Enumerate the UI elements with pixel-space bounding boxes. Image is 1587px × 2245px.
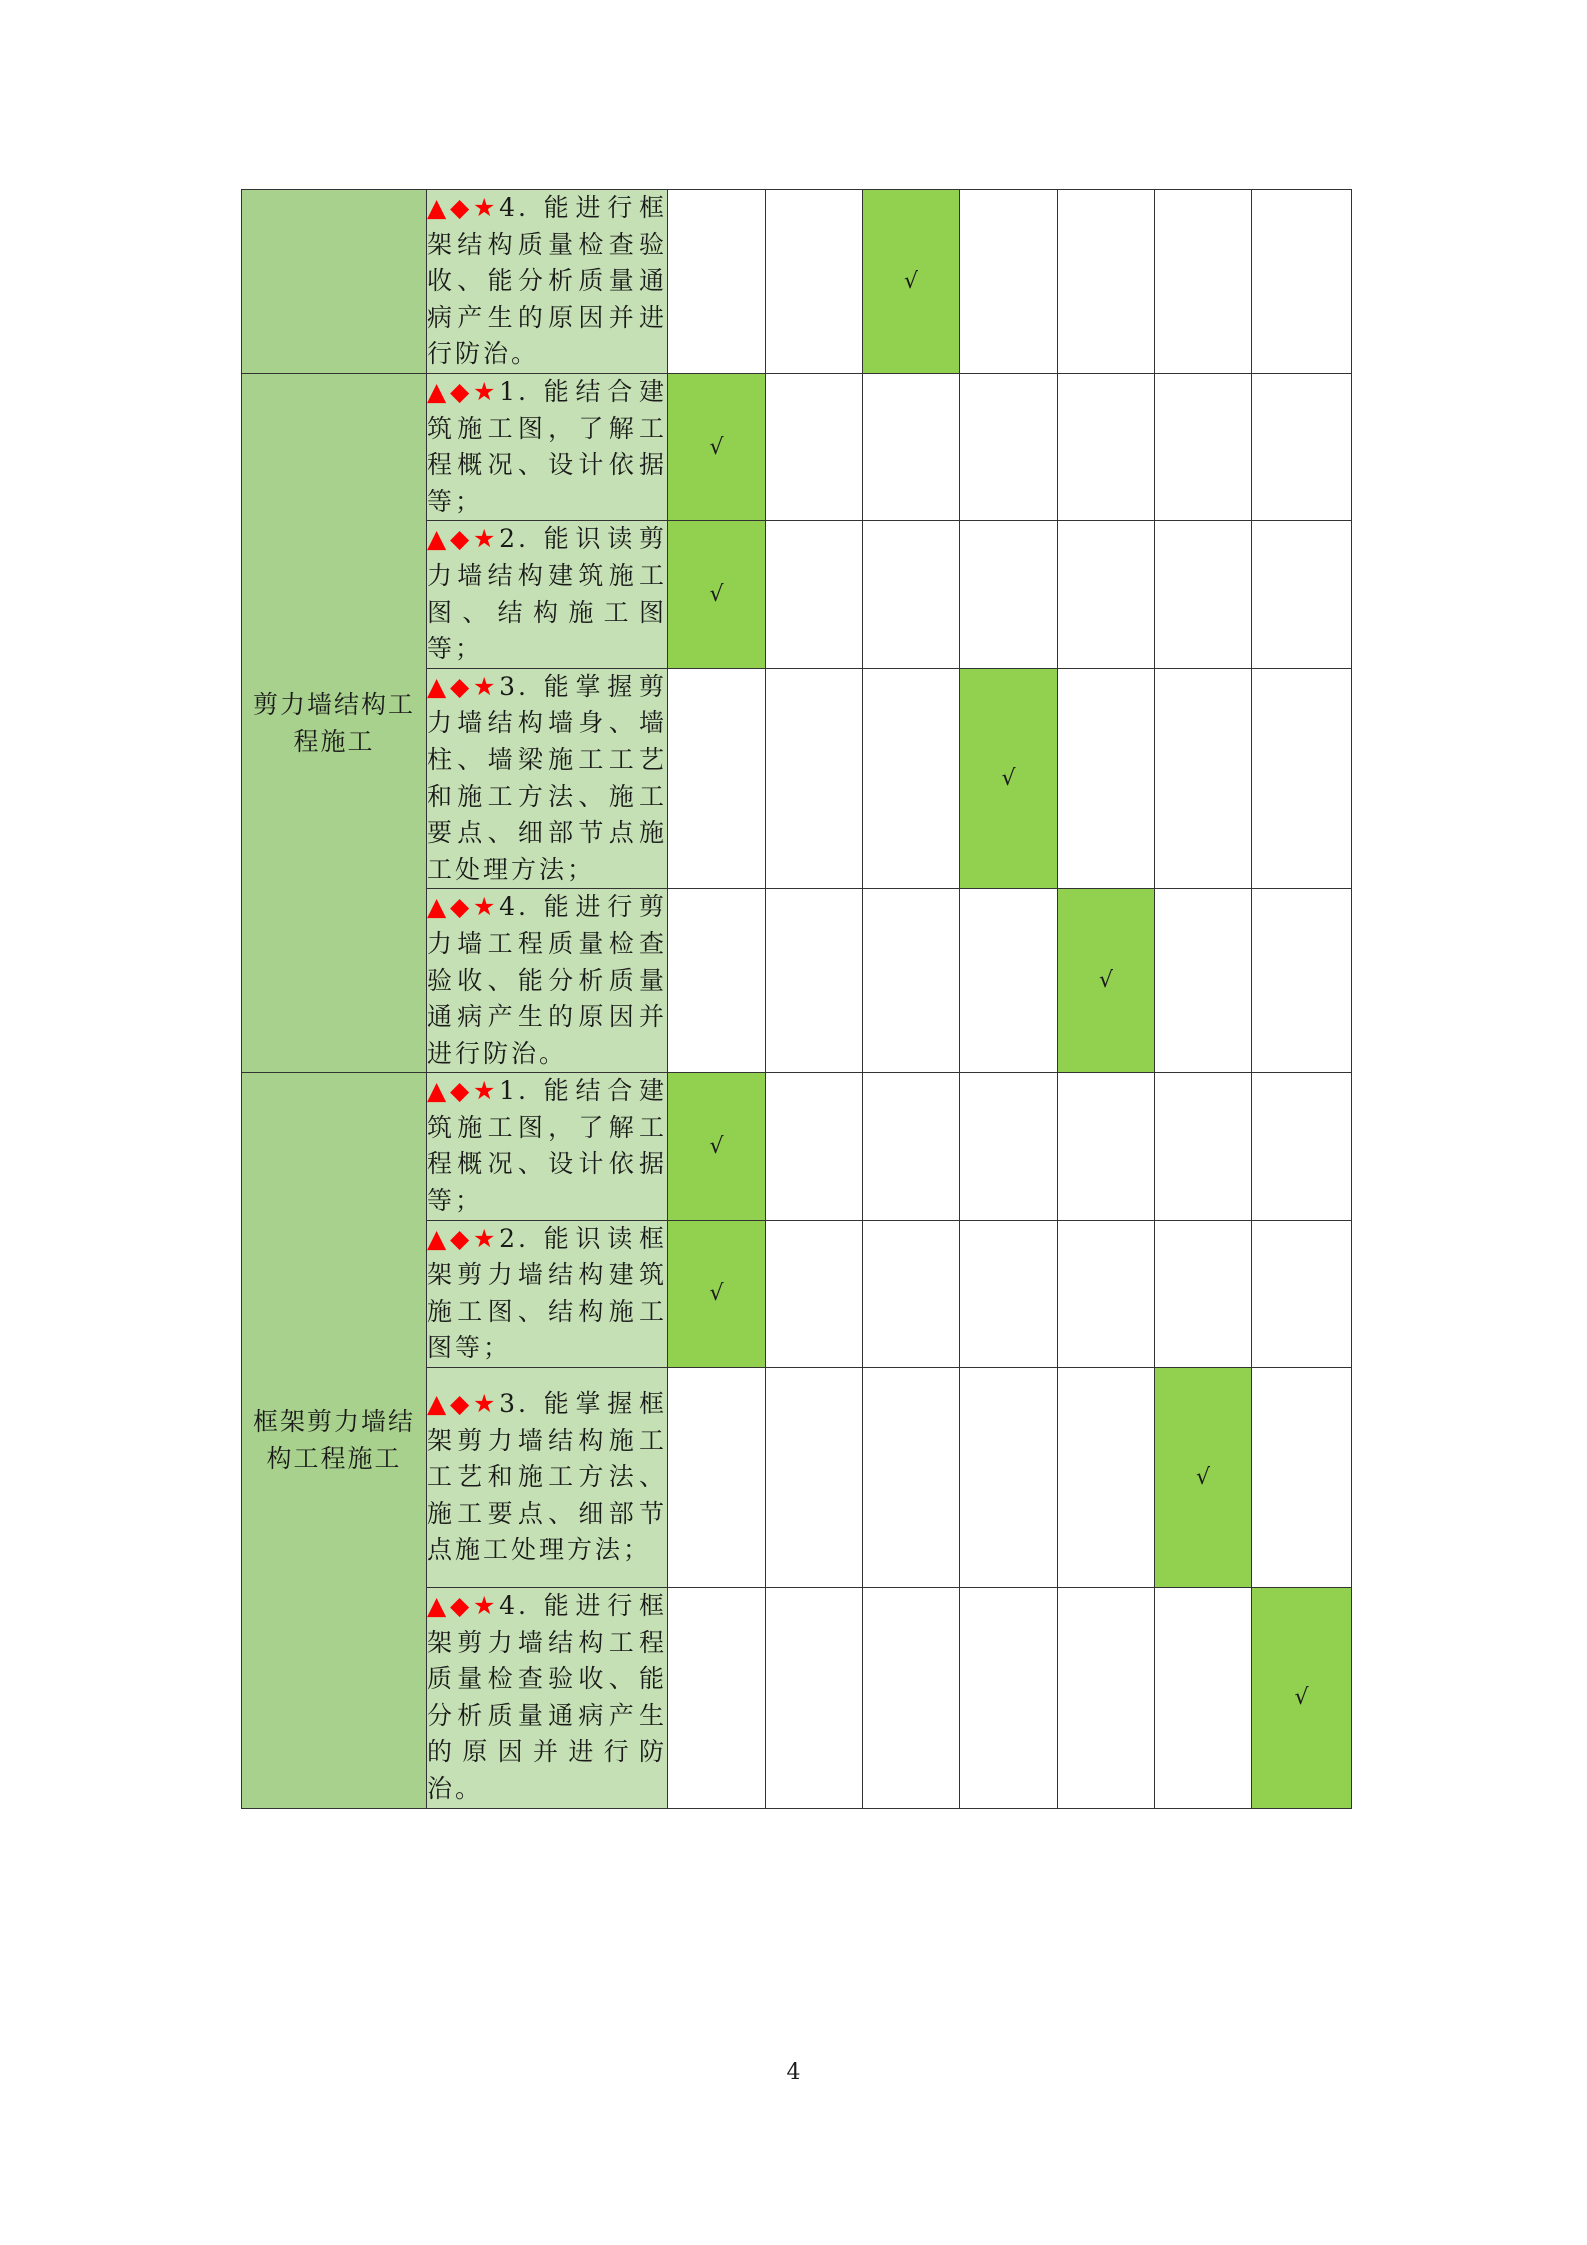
level-cell — [1155, 374, 1252, 521]
level-cell — [960, 521, 1058, 668]
level-cell — [1058, 1073, 1155, 1220]
level-cell — [1058, 374, 1155, 521]
item-description — [427, 1368, 668, 1588]
item-text: 3. 能掌握框架剪力墙结构施工工艺和施工方法、施工要点、细部节点施工处理方法； — [427, 1389, 667, 1565]
marker-group — [427, 1076, 499, 1105]
level-cell — [960, 1073, 1058, 1220]
item-description — [427, 1588, 668, 1809]
level-cell — [1252, 374, 1352, 521]
item-text: 4. 能进行框架剪力墙结构工程质量检查验收、能分析质量通病产生的原因并进行防治。 — [427, 1591, 667, 1803]
star-marker-icon: ★ — [472, 524, 500, 554]
level-cell — [960, 1588, 1058, 1809]
triangle-marker-icon: ▲ — [427, 1223, 450, 1253]
level-cell — [863, 668, 960, 889]
marker-group — [427, 524, 499, 553]
level-cell — [1252, 1073, 1352, 1220]
triangle-marker-icon: ▲ — [427, 1591, 450, 1621]
item-text: 2. 能识读剪力墙结构建筑施工图、结构施工图等； — [427, 524, 667, 664]
check-mark-icon: √ — [1098, 968, 1114, 994]
star-marker-icon: ★ — [472, 1223, 500, 1253]
level-cell — [1155, 1220, 1252, 1367]
star-marker-icon: ★ — [472, 193, 500, 223]
level-cell — [1058, 1220, 1155, 1367]
diamond-marker-icon: ◆ — [449, 671, 473, 701]
level-cell-checked — [1058, 889, 1155, 1073]
group-cell — [242, 1073, 427, 1808]
level-cell-checked — [668, 1073, 766, 1220]
check-mark-icon: √ — [1001, 766, 1016, 792]
level-cell — [960, 1368, 1058, 1588]
level-cell — [863, 1368, 960, 1588]
group-label: 框架剪力墙结构工程施工 — [252, 1407, 415, 1474]
check-mark-icon: √ — [1195, 1465, 1211, 1491]
triangle-marker-icon: ▲ — [427, 377, 450, 406]
item-text: 4. 能进行剪力墙工程质量检查验收、能分析质量通病产生的原因并进行防治。 — [427, 892, 667, 1068]
item-text: 3. 能掌握剪力墙结构墙身、墙柱、墙梁施工工艺和施工方法、施工要点、细部节点施工处理方法； — [427, 671, 667, 884]
group-cell — [242, 190, 427, 374]
group-label: 剪力墙结构工程施工 — [252, 690, 415, 757]
level-cell — [766, 889, 863, 1073]
item-text: 2. 能识读框架剪力墙结构建筑施工图、结构施工图等； — [427, 1223, 667, 1363]
level-cell — [766, 1368, 863, 1588]
level-cell — [863, 889, 960, 1073]
level-cell — [1252, 1368, 1352, 1588]
level-cell — [668, 889, 766, 1073]
star-marker-icon: ★ — [472, 1389, 500, 1419]
star-marker-icon: ★ — [472, 1076, 500, 1106]
level-cell — [766, 190, 863, 374]
group-cell — [242, 374, 427, 1073]
level-cell — [1252, 521, 1352, 668]
item-description — [427, 668, 668, 889]
item-description — [427, 1073, 668, 1220]
star-marker-icon: ★ — [472, 892, 500, 922]
triangle-marker-icon: ▲ — [427, 1076, 450, 1106]
level-cell — [668, 1588, 766, 1809]
diamond-marker-icon: ◆ — [449, 1591, 473, 1621]
level-cell — [960, 889, 1058, 1073]
level-cell-checked — [668, 374, 766, 521]
marker-group — [427, 1224, 499, 1253]
level-cell — [766, 1588, 863, 1809]
level-cell-checked — [960, 668, 1058, 889]
level-cell — [863, 1588, 960, 1809]
level-cell — [960, 374, 1058, 521]
level-cell-checked — [668, 1220, 766, 1367]
diamond-marker-icon: ◆ — [449, 1389, 473, 1419]
item-description — [427, 889, 668, 1073]
level-cell-checked — [1252, 1588, 1352, 1809]
star-marker-icon: ★ — [472, 671, 500, 701]
item-description — [427, 521, 668, 668]
level-cell — [1252, 668, 1352, 889]
marker-group — [427, 377, 499, 406]
table-row — [242, 374, 1352, 521]
level-cell — [668, 1368, 766, 1588]
star-marker-icon: ★ — [472, 377, 500, 406]
level-cell — [1155, 1588, 1252, 1809]
marker-group — [427, 1591, 499, 1620]
triangle-marker-icon: ▲ — [427, 671, 450, 701]
competency-table — [241, 189, 1352, 1809]
level-cell — [1155, 889, 1252, 1073]
level-cell — [1252, 889, 1352, 1073]
level-cell — [1058, 1588, 1155, 1809]
level-cell-checked — [668, 521, 766, 668]
level-cell — [1155, 668, 1252, 889]
level-cell — [863, 521, 960, 668]
level-cell — [960, 190, 1058, 374]
level-cell — [1058, 190, 1155, 374]
check-mark-icon: √ — [1294, 1685, 1309, 1711]
item-text: 1. 能结合建筑施工图，了解工程概况、设计依据等； — [427, 1076, 667, 1216]
diamond-marker-icon: ◆ — [449, 193, 473, 223]
level-cell — [766, 1073, 863, 1220]
level-cell — [1058, 1368, 1155, 1588]
level-cell — [1155, 1073, 1252, 1220]
check-mark-icon: √ — [709, 582, 724, 608]
level-cell — [863, 1220, 960, 1367]
level-cell — [668, 190, 766, 374]
item-description — [427, 374, 668, 521]
diamond-marker-icon: ◆ — [449, 1076, 473, 1106]
star-marker-icon: ★ — [472, 1591, 500, 1621]
level-cell — [1155, 190, 1252, 374]
level-cell-checked — [863, 190, 960, 374]
diamond-marker-icon: ◆ — [449, 377, 473, 406]
level-cell — [766, 374, 863, 521]
item-description — [427, 1220, 668, 1367]
level-cell — [766, 668, 863, 889]
table-row — [242, 1073, 1352, 1220]
item-text: 1. 能结合建筑施工图，了解工程概况、设计依据等； — [427, 377, 667, 516]
triangle-marker-icon: ▲ — [427, 193, 450, 223]
level-cell — [1155, 521, 1252, 668]
level-cell-checked — [1155, 1368, 1252, 1588]
level-cell — [863, 374, 960, 521]
level-cell — [1058, 521, 1155, 668]
level-cell — [960, 1220, 1058, 1367]
marker-group — [427, 1389, 499, 1418]
marker-group — [427, 892, 499, 921]
table-row — [242, 190, 1352, 374]
triangle-marker-icon: ▲ — [427, 892, 450, 922]
level-cell — [1058, 668, 1155, 889]
diamond-marker-icon: ◆ — [449, 892, 473, 922]
triangle-marker-icon: ▲ — [427, 1389, 450, 1419]
marker-group — [427, 672, 499, 701]
diamond-marker-icon: ◆ — [449, 1223, 473, 1253]
page-number: 4 — [786, 2060, 801, 2085]
item-description — [427, 190, 668, 374]
level-cell — [766, 521, 863, 668]
check-mark-icon: √ — [903, 269, 919, 294]
check-mark-icon: √ — [709, 1281, 724, 1307]
marker-group — [427, 193, 499, 222]
level-cell — [863, 1073, 960, 1220]
check-mark-icon: √ — [709, 1133, 724, 1159]
triangle-marker-icon: ▲ — [427, 524, 450, 554]
level-cell — [766, 1220, 863, 1367]
level-cell — [1252, 190, 1352, 374]
level-cell — [1252, 1220, 1352, 1367]
item-text: 4. 能进行框架结构质量检查验收、能分析质量通病产生的原因并进行防治。 — [427, 193, 667, 369]
check-mark-icon: √ — [709, 434, 724, 460]
level-cell — [668, 668, 766, 889]
diamond-marker-icon: ◆ — [449, 524, 473, 554]
